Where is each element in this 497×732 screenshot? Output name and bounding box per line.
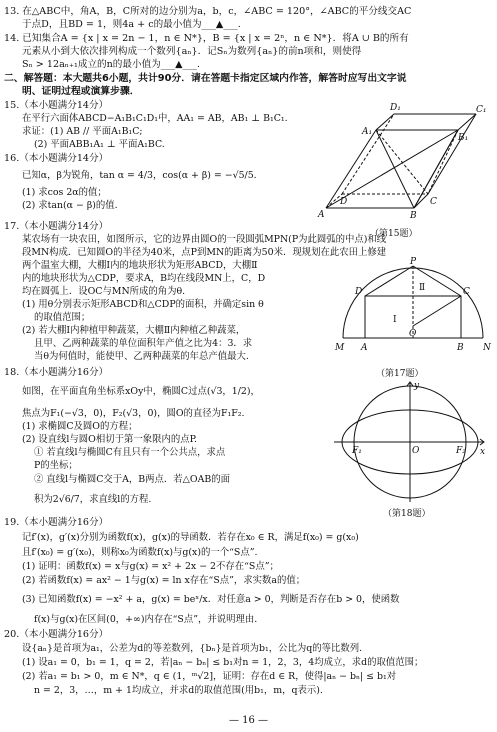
q15-line-3: (2) 平面ABB₁A₁ ⊥ 平面A₁BC. <box>34 139 165 150</box>
q15-header: 15.（本小题满分14分） <box>4 100 109 111</box>
fig17-label-O: O <box>409 329 417 339</box>
q18-line-1: 如图，在平面直角坐标系xOy中，椭圆C过点(√3，1/2)， <box>22 386 260 397</box>
fig15-label-A1: A₁ <box>362 127 373 137</box>
q18-line-6: P的坐标； <box>34 460 78 471</box>
q16-line-2: (1) 求cos 2α的值； <box>22 187 107 198</box>
q17-line-5: 均在圆弧上．设OC与MN所成的角为θ. <box>22 286 186 297</box>
fig17-label-N: N <box>483 343 491 353</box>
q19-header: 19.（本小题满分16分） <box>4 517 109 528</box>
fig18-label-x: x <box>480 447 486 457</box>
q13-line-2: 于点D，且BD = 1，则4a + c的最小值为___▲___. <box>22 19 241 30</box>
fig17-label-M: M <box>335 343 345 353</box>
q17-line-7: 的取值范围； <box>34 312 91 323</box>
q17-line-10: 当θ为何值时，能使甲、乙两种蔬菜的年总产值最大. <box>34 351 249 362</box>
q14-line-1: 14. 已知集合A = {x | x = 2n − 1，n ∈ N*}，B = {x | x = 2ⁿ，n ∈ N*}．将A ∪ B的所有 <box>4 33 409 44</box>
q16-header: 16.（本小题满分14分） <box>4 153 109 164</box>
q17-line-6: (1) 用θ分别表示矩形ABCD和△CDP的面积，并确定sin θ <box>22 299 264 310</box>
q17-line-8: (2) 若大棚Ⅰ内种植甲种蔬菜，大棚Ⅱ内种植乙种蔬菜， <box>22 325 246 336</box>
q18-line-7: ② 直线l与椭圆C交于A，B两点．若△OAB的面 <box>34 474 230 485</box>
q18-header: 18.（本小题满分16分） <box>4 367 109 378</box>
q15-line-2: 求证：(1) AB // 平面A₁B₁C; <box>22 126 143 137</box>
fig18-label-F1: F₁ <box>352 446 362 456</box>
q18-line-5: ① 若直线l与椭圆C有且只有一个公共点，求点 <box>34 447 226 458</box>
fig17-label-C: C <box>463 287 470 297</box>
fig15-label-C: C <box>430 197 437 207</box>
fig17-label-II: Ⅱ <box>419 283 426 293</box>
fig18-label-F2: F₂ <box>456 446 466 456</box>
q18-line-3: (1) 求椭圆C及圆O的方程； <box>22 421 138 432</box>
q17-header: 17.（本小题满分14分） <box>4 221 109 232</box>
q17-line-2: 段MN构成．已知圆O的半径为40米，点P到MN的距离为50米．现规划在此农田上修建 <box>22 247 387 258</box>
q14-line-2: 元素从小到大依次排列构成一个数列{aₙ}．记Sₙ为数列{aₙ}的前n项和，则使得 <box>22 46 362 57</box>
fig15-label-C1: C₁ <box>476 105 487 115</box>
q20-header: 20.（本小题满分16分） <box>4 629 109 640</box>
q17-line-9: 且甲、乙两种蔬菜的单位面积年产值之比为4：3．求 <box>34 338 253 349</box>
fig17-label-A: A <box>361 343 368 353</box>
q17-line-4: 内的地块形状为△CDP，要求A，B均在线段MN上，C，D <box>22 273 266 284</box>
fig15-label-D: D <box>340 197 348 207</box>
q19-line-6: f(x)与g(x)在区间(0，+∞)内存在“S点”，并说明理由. <box>34 614 258 625</box>
q16-line-1: 已知α，β为锐角，tan α = 4/3，cos(α + β) = −√5/5. <box>22 170 257 181</box>
figure-18-caption: （第18题） <box>383 509 431 519</box>
q18-line-4: (2) 设直线l与圆O相切于第一象限内的点P. <box>22 434 197 445</box>
section-heading-1: 二、解答题：本大题共6小题，共计90分．请在答题卡指定区域内作答，解答时应写出文字说 <box>4 73 407 84</box>
figure-17-caption: （第17题） <box>376 369 424 379</box>
q18-line-8: 积为2√6/7，求直线l的方程. <box>34 494 152 505</box>
q20-line-4: n = 2，3，…，m + 1均成立，并求d的取值范围(用b₁，m，q表示). <box>34 685 323 696</box>
q19-line-2: 且f′(x₀) = g′(x₀)，则称x₀为函数f(x)与g(x)的一个“S点”. <box>22 547 258 558</box>
q20-line-3: (2) 若a₁ = b₁ > 0，m ∈ N*，q ∈ (1，ᵐ√2]，证明：存在d ∈ R，使得|aₙ − bₙ| ≤ b₁对 <box>22 671 397 682</box>
q17-line-3: 两个温室大棚，大棚Ⅰ内的地块形状为矩形ABCD，大棚Ⅱ <box>22 260 258 271</box>
fig15-label-D1: D₁ <box>390 103 401 113</box>
fig15-label-B1: B₁ <box>458 133 469 143</box>
figure-17 <box>335 258 490 363</box>
fig17-label-D: D <box>355 287 363 297</box>
figure-18 <box>330 378 490 506</box>
q17-line-1: 某农场有一块农田，如图所示，它的边界由圆O的一段圆弧MPN(P为此圆弧的中点)和线 <box>22 234 387 245</box>
fig15-label-A: A <box>318 210 325 220</box>
fig17-label-I: Ⅰ <box>393 315 397 325</box>
q20-line-2: (1) 设a₁ = 0，b₁ = 1，q = 2，若|aₙ − bₙ| ≤ b₁对n = 1，2，3，4均成立，求d的取值范围； <box>22 657 424 668</box>
fig17-label-B: B <box>457 343 464 353</box>
section-heading-2: 明、证明过程或演算步骤． <box>22 86 140 97</box>
q16-line-3: (2) 求tan(α − β)的值. <box>22 200 118 211</box>
fig18-label-y: y <box>414 381 420 391</box>
q18-line-2: 焦点为F₁(−√3，0)，F₂(√3，0)，圆O的直径为F₁F₂. <box>22 408 245 419</box>
q19-line-4: (2) 若函数f(x) = ax² − 1与g(x) = ln x存在“S点”，求实数a的值； <box>22 575 306 586</box>
fig18-label-O: O <box>412 446 420 456</box>
q20-line-1: 设{aₙ}是首项为a₁，公差为d的等差数列，{bₙ}是首项为b₁，公比为q的等比数列. <box>22 643 363 654</box>
fig17-label-P: P <box>410 257 417 267</box>
q19-line-3: (1) 证明：函数f(x) = x与g(x) = x² + 2x − 2不存在“S点”； <box>22 561 279 572</box>
fig15-label-B: B <box>410 211 417 221</box>
q13-line-1: 13. 在△ABC中，角A，B，C所对的边分别为a，b，c，∠ABC = 120°，∠ABC的平分线交AC <box>4 6 412 17</box>
q14-line-3: Sₙ > 12aₙ₊₁成立的n的最小值为___▲___. <box>22 59 200 70</box>
q15-line-1: 在平行六面体ABCD−A₁B₁C₁D₁中，AA₁ = AB，AB₁ ⊥ B₁C₁. <box>22 113 288 124</box>
q19-line-1: 记f′(x)，g′(x)分别为函数f(x)，g(x)的导函数．若存在x₀ ∈ R，满足f(x₀) = g(x₀) <box>22 532 359 543</box>
figure-15-caption: （第15题） <box>370 229 418 239</box>
q19-line-5: (3) 已知函数f(x) = −x² + a，g(x) = beˣ/x．对任意a > 0，判断是否存在b > 0，使函数 <box>22 594 400 605</box>
figure-15 <box>318 100 488 225</box>
page-number: — 16 — <box>228 715 269 726</box>
